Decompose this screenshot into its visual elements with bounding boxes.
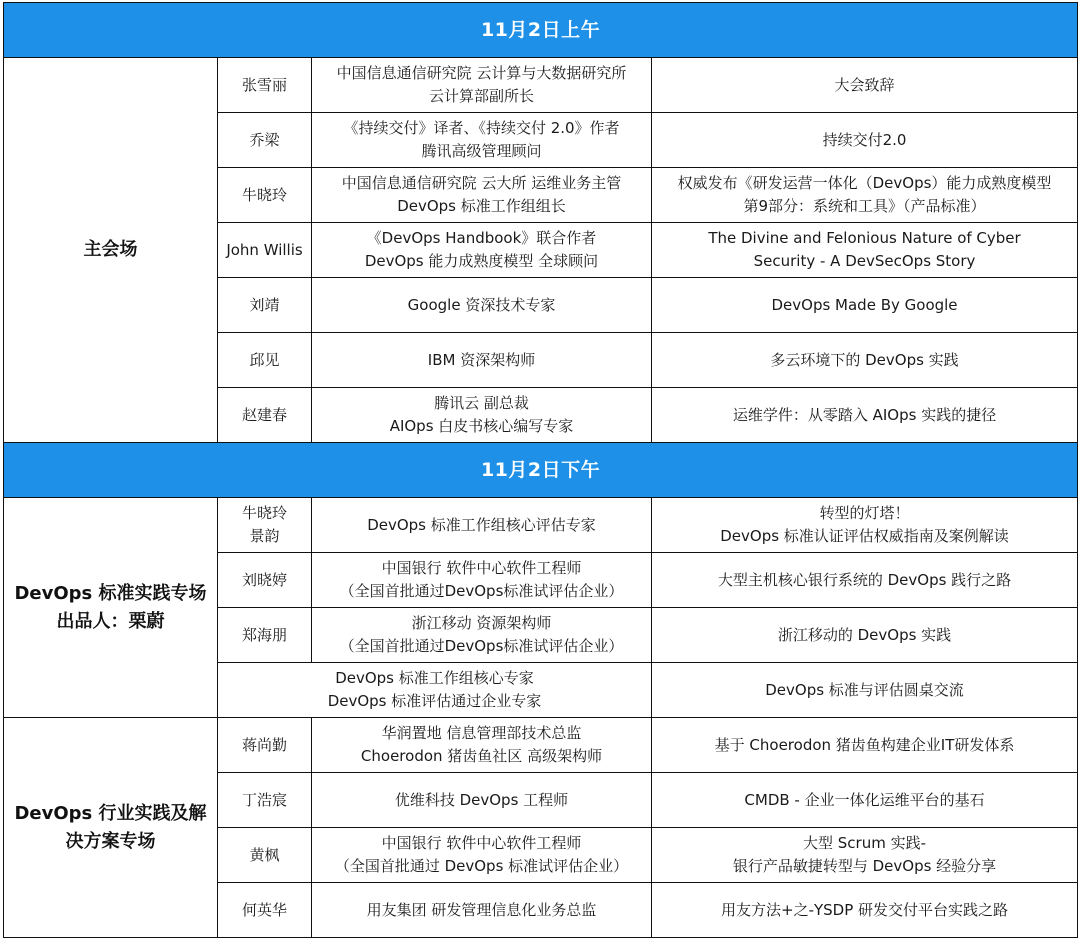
talk-topic: 浙江移动的 DevOps 实践	[777, 625, 952, 644]
speaker-cell	[218, 828, 312, 883]
speaker-title: 腾讯云 副总裁	[434, 394, 529, 412]
speaker-cell	[218, 333, 312, 388]
speaker-name: 郑海朋	[241, 625, 287, 644]
topic-cell	[652, 883, 1078, 938]
speaker-title: Choerodon 猪齿鱼社区 高级架构师	[360, 747, 603, 765]
speaker-title-cell	[312, 223, 652, 278]
speaker-cell	[218, 773, 312, 828]
speaker-cell	[218, 553, 312, 608]
speaker-cell	[218, 498, 312, 553]
speaker-title-cell	[312, 388, 652, 443]
talk-topic: 第9部分：系统和工具》（产品标准）	[743, 197, 986, 215]
speaker-cell	[218, 883, 312, 938]
talk-topic: CMDB - 企业一体化运维平台的基石	[744, 790, 985, 809]
topic-cell	[652, 663, 1078, 718]
topic-cell	[652, 113, 1078, 168]
session-name: 决方案专场	[65, 830, 156, 852]
agenda-table	[3, 2, 1078, 938]
speaker-title-cell	[312, 168, 652, 223]
speaker-name: 何英华	[241, 900, 287, 919]
talk-topic: 运维学件：从零踏入 AIOps 实践的捷径	[732, 405, 997, 424]
speaker-title: 中国信息通信研究院 云大所 运维业务主管	[341, 174, 622, 192]
speaker-title-cell	[312, 553, 652, 608]
speaker-title-cell	[312, 608, 652, 663]
speaker-title-cell	[312, 828, 652, 883]
talk-topic: 权威发布《研发运营一体化（DevOps）能力成熟度模型	[677, 174, 1052, 192]
agenda-row	[4, 58, 1078, 113]
speaker-title: 用友集团 研发管理信息化业务总监	[366, 900, 597, 919]
topic-cell	[652, 223, 1078, 278]
session-name-cell	[4, 718, 218, 938]
session-name-cell	[4, 498, 218, 718]
speaker-name: 邱见	[249, 350, 280, 369]
panel-participants: DevOps 标准评估通过企业专家	[327, 692, 542, 710]
topic-cell	[652, 718, 1078, 773]
session-name: 主会场	[83, 239, 138, 260]
speaker-cell	[218, 168, 312, 223]
speaker-cell	[218, 718, 312, 773]
talk-topic: Security - A DevSecOps Story	[753, 252, 976, 270]
speaker-title-cell	[312, 718, 652, 773]
speaker-title-cell	[312, 113, 652, 168]
session-name-cell	[4, 58, 218, 443]
talk-topic: 大会致辞	[834, 75, 895, 94]
session-name: 出品人：栗蔚	[56, 610, 165, 632]
speaker-cell	[218, 278, 312, 333]
day-header: 11月2日上午	[4, 3, 1078, 58]
speaker-title: 华润置地 信息管理部技术总监	[381, 724, 582, 742]
speaker-title: 中国银行 软件中心软件工程师	[381, 559, 582, 577]
speaker-cell	[218, 608, 312, 663]
speaker-name: 牛晓玲	[241, 504, 287, 522]
speaker-title-cell	[312, 498, 652, 553]
panel-participants-cell	[218, 663, 652, 718]
talk-topic: 大型主机核心银行系统的 DevOps 践行之路	[717, 570, 1012, 589]
topic-cell	[652, 58, 1078, 113]
talk-topic: DevOps 标准与评估圆桌交流	[765, 680, 964, 699]
speaker-name: 景韵	[249, 527, 280, 545]
speaker-title: （全国首批通过 DevOps 标准试评估企业）	[334, 857, 629, 875]
session-name: DevOps 标准实践专场	[14, 582, 207, 604]
talk-topic: 银行产品敏捷转型与 DevOps 经验分享	[732, 857, 997, 875]
agenda-row	[4, 498, 1078, 553]
speaker-title: 云计算部副所长	[428, 87, 534, 105]
speaker-title: （全国首批通过DevOps标准试评估企业）	[339, 637, 624, 655]
speaker-title: 《DevOps Handbook》联合作者	[366, 229, 597, 247]
speaker-title: 《持续交付》译者、《持续交付 2.0》作者	[343, 119, 620, 137]
speaker-name: John Willis	[226, 240, 303, 259]
talk-topic: 用友方法+之-YSDP 研发交付平台实践之路	[721, 900, 1009, 919]
topic-cell	[652, 278, 1078, 333]
session-name: DevOps 行业实践及解	[14, 802, 207, 824]
talk-topic: 大型 Scrum 实践-	[803, 834, 927, 852]
talk-topic: DevOps 标准认证评估权威指南及案例解读	[720, 527, 1009, 545]
speaker-title: DevOps 标准工作组核心评估专家	[367, 515, 596, 534]
speaker-cell	[218, 58, 312, 113]
topic-cell	[652, 498, 1078, 553]
speaker-cell	[218, 388, 312, 443]
speaker-title-cell	[312, 883, 652, 938]
day-header-row	[4, 443, 1078, 498]
speaker-name: 张雪丽	[241, 75, 287, 94]
speaker-name: 牛晓玲	[241, 185, 287, 204]
talk-topic: The Divine and Felonious Nature of Cyber	[708, 229, 1021, 247]
speaker-title-cell	[312, 773, 652, 828]
day-header-row	[4, 3, 1078, 58]
talk-topic: 多云环境下的 DevOps 实践	[770, 350, 959, 369]
topic-cell	[652, 333, 1078, 388]
speaker-title: 中国信息通信研究院 云计算与大数据研究所	[336, 64, 627, 82]
speaker-title: 中国银行 软件中心软件工程师	[381, 834, 582, 852]
speaker-title: DevOps 能力成熟度模型 全球顾问	[364, 252, 599, 270]
speaker-title-cell	[312, 278, 652, 333]
day-header: 11月2日下午	[4, 443, 1078, 498]
speaker-title: DevOps 标准工作组组长	[397, 197, 566, 215]
speaker-name: 刘晓婷	[241, 570, 287, 589]
speaker-cell	[218, 223, 312, 278]
speaker-name: 黄枫	[249, 845, 280, 864]
panel-participants: DevOps 标准工作组核心专家	[335, 669, 534, 687]
speaker-name: 赵建春	[241, 405, 287, 424]
speaker-title: 浙江移动 资源架构师	[411, 614, 552, 632]
speaker-title: AIOps 白皮书核心编写专家	[389, 417, 574, 435]
speaker-name: 刘靖	[249, 295, 280, 314]
speaker-title-cell	[312, 333, 652, 388]
talk-topic: 转型的灯塔！	[819, 504, 910, 522]
speaker-title: IBM 资深架构师	[427, 350, 536, 369]
topic-cell	[652, 773, 1078, 828]
topic-cell	[652, 388, 1078, 443]
speaker-title-cell	[312, 58, 652, 113]
speaker-title: Google 资深技术专家	[407, 295, 556, 314]
agenda-row	[4, 718, 1078, 773]
talk-topic: 持续交付2.0	[822, 130, 907, 149]
speaker-title: （全国首批通过DevOps标准试评估企业）	[339, 582, 624, 600]
topic-cell	[652, 168, 1078, 223]
talk-topic: DevOps Made By Google	[771, 295, 958, 314]
topic-cell	[652, 608, 1078, 663]
topic-cell	[652, 553, 1078, 608]
topic-cell	[652, 828, 1078, 883]
speaker-cell	[218, 113, 312, 168]
speaker-name: 乔梁	[249, 130, 280, 149]
speaker-name: 蒋尚勤	[241, 735, 287, 754]
talk-topic: 基于 Choerodon 猪齿鱼构建企业IT研发体系	[714, 735, 1015, 754]
speaker-title: 腾讯高级管理顾问	[421, 142, 542, 160]
speaker-title: 优维科技 DevOps 工程师	[394, 790, 569, 809]
speaker-name: 丁浩宸	[241, 790, 287, 809]
